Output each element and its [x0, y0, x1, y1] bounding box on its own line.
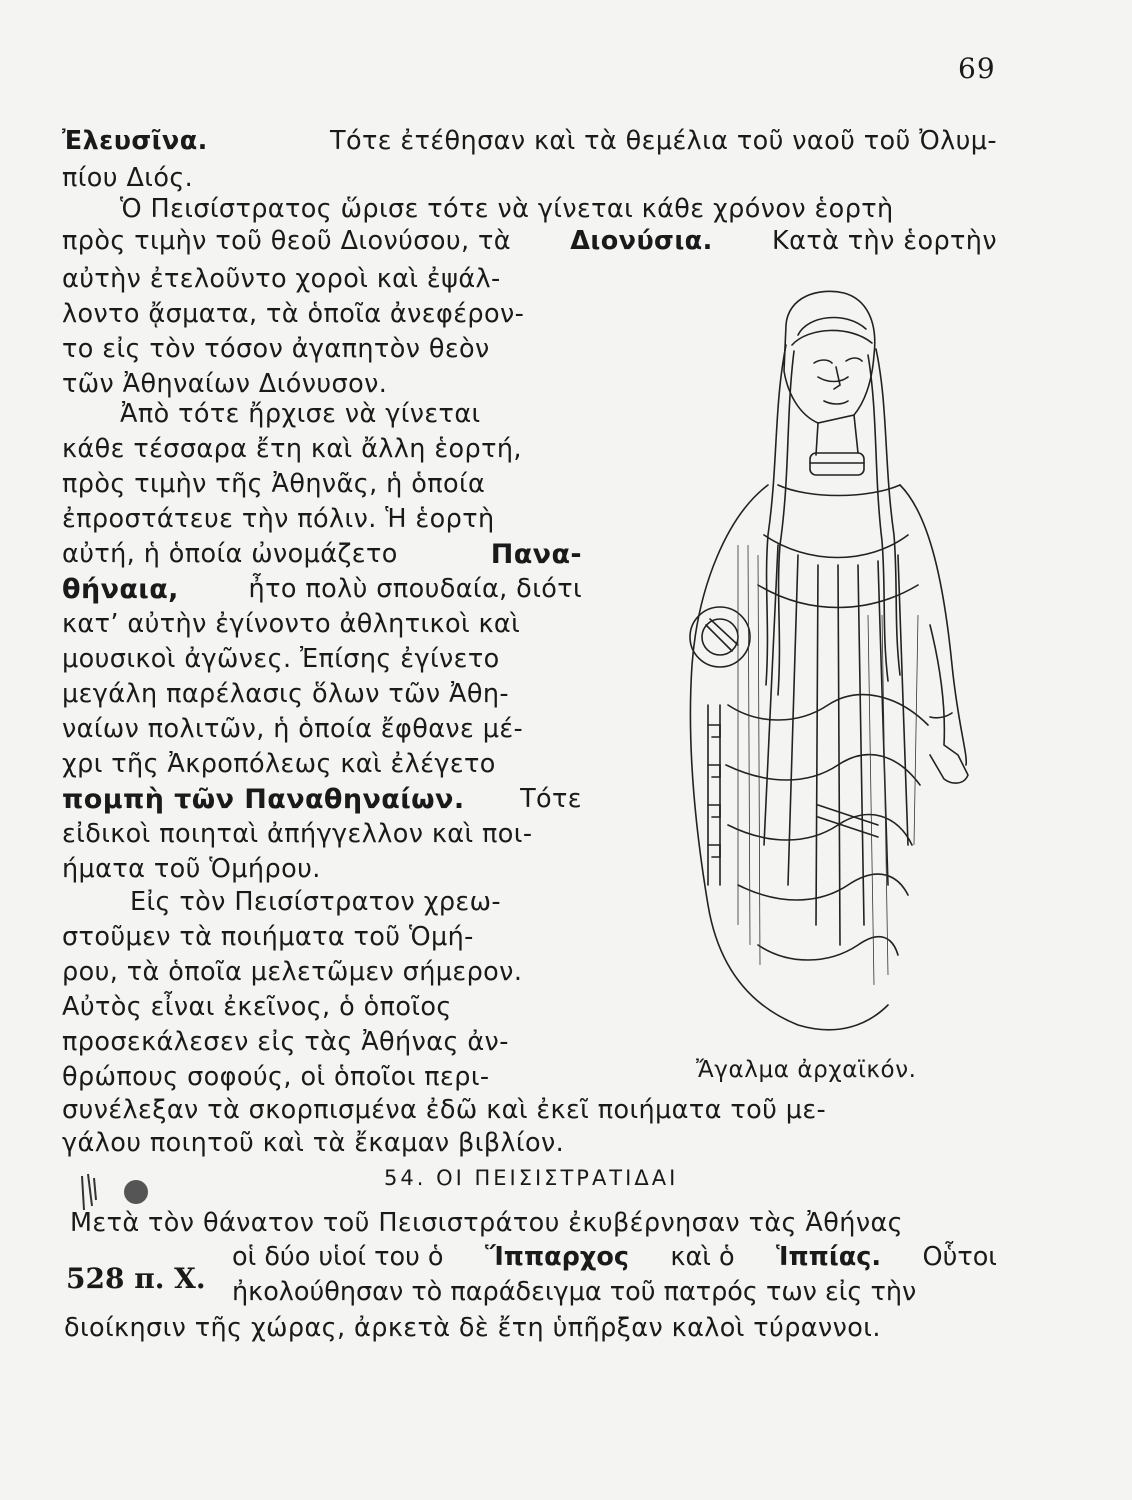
text-line: διοίκησιν τῆς χώρας, ἀρκετὰ δὲ ἔτη ὑπῆρξαν καλοὶ τύραννοι.: [64, 1313, 881, 1343]
bold-term: Πανα-: [490, 539, 582, 570]
text-fragment: Κατὰ τὴν ἑορτὴν: [772, 226, 997, 256]
text-fragment: Οὗτοι: [922, 1242, 997, 1272]
text-line: το εἰς τὸν τόσον ἀγαπητὸν θεὸν: [62, 334, 490, 364]
page-number: 69: [958, 52, 996, 85]
text-line: χρι τῆς Ἀκροπόλεως καὶ ἐλέγετο: [62, 749, 496, 779]
text-fragment: Ὁ Πεισίστρατος ὥρισε τότε νὰ γίνεται κάθε χρόνον ἑορτὴ: [120, 194, 894, 224]
text-line: [120, 192, 997, 227]
bold-term: πομπὴ τῶν Παναθηναίων.: [62, 784, 465, 815]
text-line: [62, 224, 997, 259]
text-line: ἐπροστάτευε τὴν πόλιν. Ἡ ἑορτὴ: [62, 504, 495, 534]
bold-term: Διονύσια.: [570, 226, 713, 256]
bold-term: Ἵππαρχος: [484, 1242, 629, 1272]
text-line: εἰδικοὶ ποιηταὶ ἀπήγγελλον καὶ ποι-: [62, 819, 533, 849]
text-line: ρου, τὰ ὁποῖα μελετῶμεν σήμερον.: [62, 957, 523, 987]
text-line: [62, 161, 193, 196]
text-line: [62, 782, 582, 817]
margin-date: 528 π. Χ.: [66, 1262, 206, 1295]
text-line: [232, 1240, 997, 1275]
text-fragment: καὶ ὁ: [670, 1242, 735, 1272]
text-line: μουσικοὶ ἀγῶνες. Ἐπίσης ἐγίνετο: [62, 644, 500, 674]
text-line: ναίων πολιτῶν, ἡ ὁποία ἔφθανε μέ-: [62, 714, 524, 744]
text-line: Μετὰ τὸν θάνατον τοῦ Πεισιστράτου ἐκυβέρνησαν τὰς Ἀθήνας: [70, 1208, 904, 1238]
statue-illustration: [668, 285, 978, 1055]
text-line: γάλου ποιητοῦ καὶ τὰ ἔκαμαν βιβλίον.: [62, 1128, 565, 1158]
text-line: Αὐτὸς εἶναι ἐκεῖνος, ὁ ὁποῖος: [62, 992, 452, 1022]
text-line: ἠκολούθησαν τὸ παράδειγμα τοῦ πατρός των εἰς τὴν: [232, 1277, 917, 1307]
text-fragment: Ἐλευσῖνα.: [62, 126, 208, 156]
text-fragment: Τότε: [520, 784, 582, 814]
text-fragment: οἱ δύο υἱοί του ὁ: [232, 1242, 444, 1272]
text-line: προσεκάλεσεν εἰς τὰς Ἀθήνας ἀν-: [62, 1027, 509, 1057]
section-heading: 54. ΟΙ ΠΕΙΣΙΣΤΡΑΤΙΔΑΙ: [384, 1166, 679, 1190]
text-line: αὐτὴν ἐτελοῦντο χοροὶ καὶ ἐψάλ-: [62, 264, 501, 294]
text-line: Ἀπὸ τότε ἤρχισε νὰ γίνεται: [120, 399, 481, 429]
text-line: λοντο ᾄσματα, τὰ ὁποῖα ἀνεφέρον-: [62, 299, 525, 329]
bold-term: Ἱππίας.: [776, 1242, 882, 1272]
text-line: πρὸς τιμὴν τῆς Ἀθηνᾶς, ἡ ὁποία: [62, 469, 486, 499]
text-line: ήματα τοῦ Ὁμήρου.: [62, 854, 321, 884]
text-line: [62, 124, 997, 159]
text-line: θρώπους σοφούς, οἱ ὁποῖοι περι-: [62, 1062, 490, 1092]
text-line: Εἰς τὸν Πεισίστρατον χρεω-: [130, 887, 501, 917]
figure-caption: Ἄγαλμα ἀρχαϊκόν.: [696, 1057, 917, 1083]
text-line: μεγάλη παρέλασις ὅλων τῶν Ἀθη-: [62, 679, 510, 709]
text-line: συνέλεξαν τὰ σκορπισμένα ἐδῶ καὶ ἐκεῖ ποιήματα τοῦ με-: [62, 1095, 827, 1125]
text-fragment: ἦτο πολὺ σπουδαία, διότι: [248, 574, 582, 604]
text-line: κατ’ αὐτὴν ἐγίνοντο ἀθλητικοὶ καὶ: [62, 609, 521, 639]
text-fragment: πρὸς τιμὴν τοῦ θεοῦ Διονύσου, τὰ: [62, 226, 511, 256]
text-line: κάθε τέσσαρα ἔτη καὶ ἄλλη ἑορτή,: [62, 434, 522, 464]
text-fragment: αὐτή, ἡ ὁποία ὠνομάζετο: [62, 539, 398, 569]
text-line: [62, 537, 582, 572]
text-fragment: πίου Διός.: [62, 163, 194, 193]
text-line: στοῦμεν τὰ ποιήματα τοῦ Ὁμή-: [62, 922, 474, 952]
text-line: τῶν Ἀθηναίων Διόνυσον.: [62, 369, 388, 399]
bold-term: θήναια,: [62, 574, 179, 605]
text-fragment: Τότε ἐτέθησαν καὶ τὰ θεμέλια τοῦ ναοῦ τοῦ Ὀλυμ-: [329, 126, 997, 156]
text-line: [62, 572, 582, 607]
